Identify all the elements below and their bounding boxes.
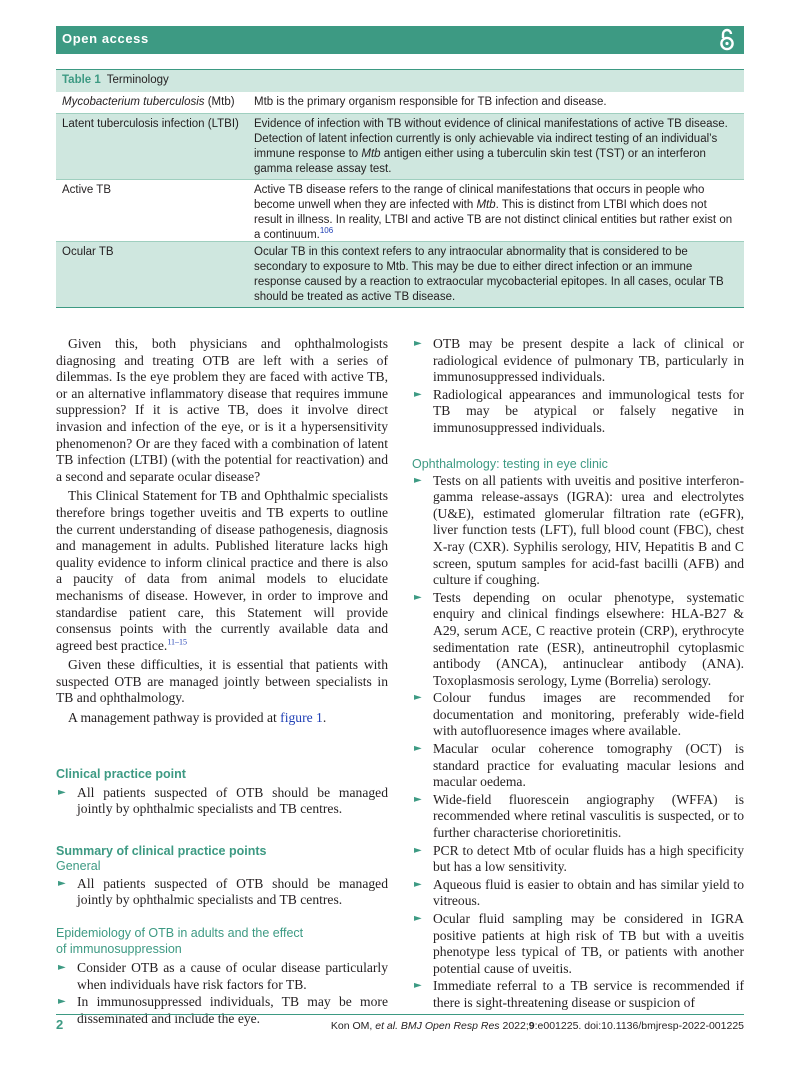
triangle-bullet-icon: ► (414, 338, 422, 349)
definition-text: . This is distinct from LTBI which does not result in illness. In reality, LTBI and active TB are not distinct clinical entities but rather exist on a continuum. (254, 199, 733, 241)
clinical-practice-point-list (56, 785, 388, 818)
triangle-bullet-icon: ► (414, 591, 422, 603)
triangle-bullet-icon: ► (414, 743, 422, 755)
list-item-text: Colour fundus images are recommended for documentation and monitoring, preferably wide-field with autofluoresence images where available. (433, 690, 744, 739)
paragraph-text: A management pathway is provided at (68, 710, 281, 726)
list-item (412, 473, 744, 589)
table-body (56, 92, 744, 307)
definition-text: Evidence of infection with TB without evidence of clinical manifestations of active TB disease. Detection of latent infection currently is only achievable via indirect testing of an individual’s immune response to (254, 118, 728, 160)
epidemiology-list (56, 960, 388, 1027)
body-paragraph (56, 710, 388, 727)
term-rest: (Mtb) (204, 96, 235, 108)
list-item (412, 741, 744, 791)
ophthalmology-list (412, 473, 744, 1012)
terminology-table (56, 69, 744, 308)
triangle-bullet-icon: ► (414, 913, 422, 924)
triangle-bullet-icon: ► (414, 793, 422, 805)
list-item (412, 877, 744, 910)
paragraph-text: . (322, 710, 327, 726)
term-cell: Active TB (62, 184, 111, 196)
summary-heading: Summary of clinical practice points (56, 843, 267, 858)
term-cell: Latent tuberculosis infection (LTBI) (62, 118, 239, 130)
definition-cell (252, 180, 744, 241)
list-item (412, 978, 744, 1011)
list-item (412, 843, 744, 876)
ophthalmology-subheading: Ophthalmology: testing in eye clinic (412, 456, 608, 471)
list-item (56, 960, 388, 993)
list-item-text: Wide-field fluorescein angiography (WFFA) is recommended where retinal vasculitis is suspected, or to further characterise chorioretinitis. (433, 791, 744, 841)
definition-italic: Mtb (476, 199, 496, 211)
triangle-bullet-icon: ► (414, 388, 422, 400)
list-item-text: All patients suspected of OTB should be managed jointly by ophthalmic specialists and TB centres. (77, 784, 388, 817)
citation-text: 2022; (499, 1020, 529, 1032)
table-row (56, 113, 744, 179)
triangle-bullet-icon: ► (58, 877, 66, 889)
list-item-text: Tests on all patients with uveitis and positive interferon-gamma release-assays (IGRA): urea and electrolytes (U&E), estimated glomerular filtration rate (eGFR), liver function tests (LFT), full blood count (FBC), chest X-ray (CXR). Syphilis serology, HIV, Hepatitis B and C screen, sputum samples for acid-fast bacilli (AFB) and culture if coughing. (433, 472, 744, 588)
citation-italic: et al. BMJ Open Resp Res (375, 1020, 500, 1032)
list-item-text: OTB may be present despite a lack of clinical or radiological evidence of pulmonary TB, particularly in immunosuppressed individuals. (433, 336, 744, 385)
body-paragraph (56, 488, 388, 654)
triangle-bullet-icon: ► (58, 996, 66, 1008)
triangle-bullet-icon: ► (414, 474, 422, 486)
list-item (412, 590, 744, 690)
definition-text: Active TB disease refers to the range of clinical manifestations that occurs in people who become unwell when they are infected with (254, 184, 705, 211)
list-item (412, 792, 744, 842)
citation-doi[interactable]: :e001225. doi:10.1136/bmjresp-2022-001225 (534, 1020, 744, 1032)
list-item-text: Immediate referral to a TB service is recommended if there is sight-threatening disease or suspicion of (433, 978, 744, 1010)
right-column (412, 336, 744, 1013)
list-item-text: Consider OTB as a cause of ocular disease particularly when individuals have risk factors for TB. (77, 960, 388, 992)
list-item (412, 387, 744, 437)
table-title: Terminology (106, 74, 169, 86)
list-item-text: Aqueous fluid is easier to obtain and has similar yield to vitreous. (433, 876, 744, 909)
list-item-text: In immunosuppressed individuals, TB may be more disseminated and include the eye. (77, 994, 388, 1026)
triangle-bullet-icon: ► (58, 786, 66, 798)
term-italic: Mycobacterium tuberculosis (62, 96, 205, 108)
citation-volume: 9 (528, 1020, 535, 1032)
journal-header-bar (56, 26, 744, 54)
list-item (56, 785, 388, 818)
table-row (56, 92, 744, 113)
definition-cell (252, 114, 744, 179)
triangle-bullet-icon: ► (414, 878, 422, 890)
list-item-text: PCR to detect Mtb of ocular fluids has a high specificity but has a low sensitivity. (433, 842, 744, 875)
table-number: Table 1 (62, 74, 101, 86)
definition-cell: Ocular TB in this context refers to any intraocular abnormality that is considered to be secondary to exposure to Mtb. This may be due to either direct infection or an immune response caused by a reaction to extraocular mycobacterial epitopes. In all cases, ocular TB should be treated as active TB disease. (254, 246, 724, 303)
triangle-bullet-icon: ► (414, 692, 422, 704)
figure-link[interactable]: figure 1 (280, 710, 323, 726)
body-paragraph: Given these difficulties, it is essential that patients with suspected OTB are managed jointly between specialists in TB and ophthalmology. (56, 657, 388, 706)
list-item-text: Macular ocular coherence tomography (OCT) is standard practice for evaluating macular lesions and macular oedema. (433, 741, 744, 790)
list-item-text: Ocular fluid sampling may be considered in IGRA positive patients at high risk of TB but with a uveitis phenotype less typical of TB, or patients with another potential cause of uveitis. (433, 911, 744, 976)
left-column (56, 336, 388, 1028)
page-number: 2 (56, 1017, 64, 1032)
paragraph-text: This Clinical Statement for TB and Ophthalmic specialists therefore brings together uveitis and TB experts to outline the current understanding of disease pathogenesis, diagnosis and management in adults. Published literature lacks high quality evidence to inform clinical practice and there is also a paucity of data from animal models to elucidate mechanisms of disease. However, in order to improve and standardise patient care, this Statement will provide consensus points with the currently available data and agreed best practice. (56, 488, 388, 653)
footer-divider (56, 1014, 744, 1015)
general-list (56, 876, 388, 909)
list-item (412, 911, 744, 977)
term-cell: Ocular TB (62, 246, 114, 258)
term-cell (56, 92, 252, 113)
general-subheading: General (56, 858, 101, 873)
reference-superscript[interactable]: 11–15 (167, 637, 188, 647)
immunosuppression-list (412, 336, 744, 437)
table-caption (56, 70, 744, 92)
open-access-lock-icon (718, 28, 736, 52)
clinical-practice-point-heading: Clinical practice point (56, 766, 186, 781)
triangle-bullet-icon: ► (414, 980, 422, 992)
definition-text: antigen either using a tuberculin skin test (TST) or an interferon gamma release assay test. (254, 148, 706, 175)
footer-citation (331, 1020, 744, 1032)
epidemiology-subheading: Epidemiology of OTB in adults and the effect of immunosuppression (56, 926, 304, 957)
list-item-text: Radiological appearances and immunological tests for TB may be atypical or falsely negative in immunosuppressed individuals. (433, 386, 744, 435)
triangle-bullet-icon: ► (414, 844, 422, 856)
list-item (56, 876, 388, 909)
body-paragraph: Given this, both physicians and ophthalmologists diagnosing and treating OTB are left with a series of dilemmas. Is the eye problem they are faced with active TB, or an alternative inflammatory disease that requires immune suppression? If it is active TB, does it involve direct invasion and infection of the eye, or is it a hypersensitivity phenomenon? Or are they faced with a combination of latent TB infection (LTBI) (with the potential for reactivation) and a second and separate ocular disease? (56, 336, 388, 484)
reference-superscript[interactable]: 106 (319, 226, 334, 236)
list-item-text: All patients suspected of OTB should be managed jointly by ophthalmic specialists and TB centres. (77, 875, 388, 908)
table-row (56, 241, 744, 307)
list-item-text: Tests depending on ocular phenotype, systematic enquiry and clinical findings elsewhere: HLA-B27 & A29, serum ACE, C reactive protein (CRP), erythrocyte sedimentation rate (ESR), antineutrophil cytoplasmic antibody (ANCA), antinuclear antibody (ANA). Toxoplasmosis serology, Lyme (Borrelia) serology. (433, 589, 744, 688)
definition-italic: Mtb (361, 148, 381, 160)
citation-text: Kon OM, (330, 1020, 376, 1032)
list-item (412, 336, 744, 386)
table-row (56, 179, 744, 241)
list-item (412, 690, 744, 740)
definition-cell: Mtb is the primary organism responsible for TB infection and disease. (254, 96, 607, 108)
open-access-label: Open access (62, 31, 149, 46)
triangle-bullet-icon: ► (58, 962, 66, 974)
